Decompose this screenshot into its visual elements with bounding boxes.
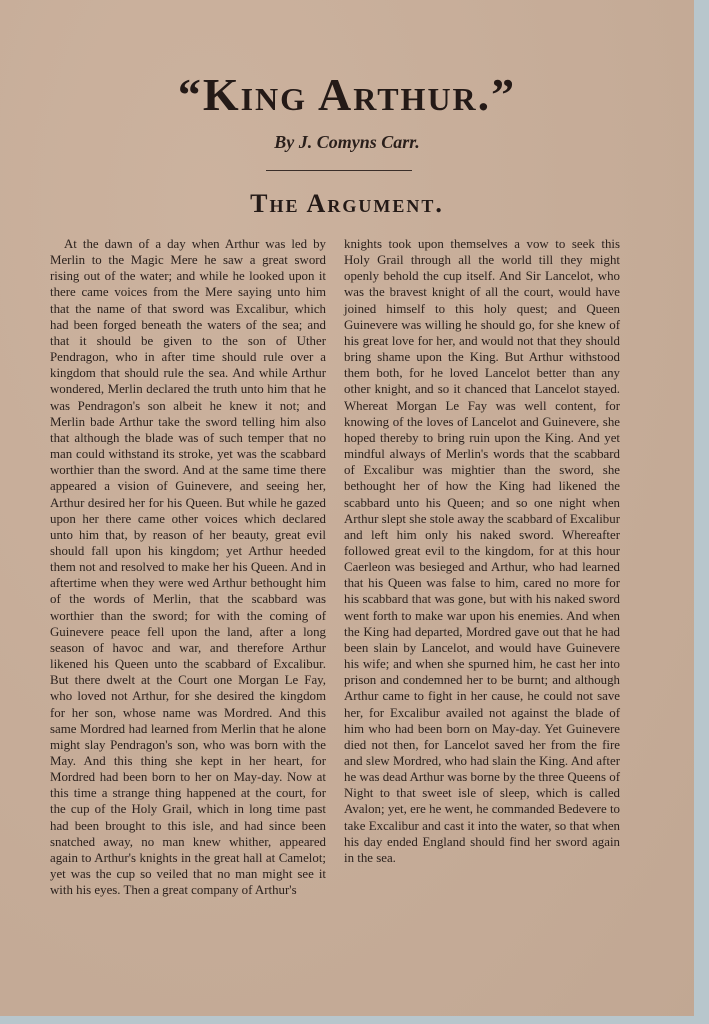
text-column-right: knights took upon themselves a vow to seek this Holy Grail through all the world till they might openly behold the cup itself. And Sir Lancelot, who was the bravest knight of all the court, would have joined himself to this holy quest; and Queen Guinevere was willing he should go, for she knew of his great love for her, and would not that they should bring shame upon the King. But Arthur withstood them both, for he loved Lancelot better than any other knight, and so it chanced that Lancelot stayed. Whereat Morgan Le Fay was well content, for knowing of the loves of Lancelot and Guinevere, she hoped thereby to bring ruin upon the King. And yet mindful always of Merlin's words that the scabbard of Excalibur was mightier than the sword, she bethought her of how the King had likened the scabbard unto his Queen; and so one night when Arthur slept she stole away the scabbard of Excalibur and left him only his naked sword. Whereafter followed great evil to the kingdom, for at this hour Caerleon was besieged and Arthur, who had learned that his Queen was false to him, cared no more for his scabbard that was gone, but with his naked sword went forth to make war upon his enemies. And when the King had departed, Mordred gave out that he had been slain by Lancelot, and would have Guinevere his wife; and when she spurned him, he cast her into prison and condemned her to be burnt; and although Arthur came to fight in her cause, he could not save her, for Excalibur availed not against the blade of him who had been born on May-day. Yet Guinevere died not then, for Lancelot saved her from the fire and slew Mordred, who had slain the King. And after he was dead Arthur was borne by the three Queens of Night to that sweet isle of sleep, which is called Avalon; yet, ere he went, he commanded Bedevere to take Excalibur and cast it into the water, so that when his day ended England should find her sword again in the sea.	[344, 237, 620, 865]
author-byline: By J. Comyns Carr.	[274, 132, 420, 152]
page-title: “King Arthur.”	[177, 69, 517, 120]
divider-rule	[266, 170, 412, 171]
section-heading: The Argument.	[250, 189, 444, 218]
text-column-left: At the dawn of a day when Arthur was led by Merlin to the Magic Mere he saw a great sword rising out of the water; and while he looked upon it there came voices from the Mere saying unto him that the name of that sword was Excalibur, which had been forged beneath the waters of the sea; and that it should be given to the son of Uther Pendragon, who in after time should rule over a kingdom that should rule the sea. And while Arthur wondered, Merlin declared the truth unto him that he was Pendragon's son albeit he knew it not; and Merlin bade Arthur take the sword telling him also that although the blade was of such temper that no man could withstand its stroke, yet was the scabbard worthier than the sword. And at the same time there appeared a vision of Guinevere, and seeing her, Arthur desired her for his Queen. But while he gazed upon her there came other voices which declared unto him that, by reason of her beauty, great evil should fall upon his kingdom; yet Arthur heeded them not and resolved to make her his Queen. And in aftertime when they were wed Arthur bethought him of the words of Merlin, that the scabbard was worthier than the sword; for with the coming of Guinevere peace fell upon the land, after a long season of havoc and war, and therefore Arthur likened his Queen unto the scabbard of Excalibur. But there dwelt at the Court one Morgan Le Fay, who loved not Arthur, for she desired the kingdom for her son, whose name was Mordred. And this same Mordred had learned from Merlin that he alone might slay Pendragon's son, who was born with the May. And this thing she kept in her heart, for Mordred had been born to her on May-day. Now at this time a strange thing happened at the court, for the cup of the Holy Grail, which in long time past had been brought to this isle, and had since been snatched away, no man knew whither, appeared again to Arthur's knights in the great hall at Camelot; yet was the cup so veiled that no man might see it with his eyes. Then a great company of Arthur's	[50, 237, 326, 898]
